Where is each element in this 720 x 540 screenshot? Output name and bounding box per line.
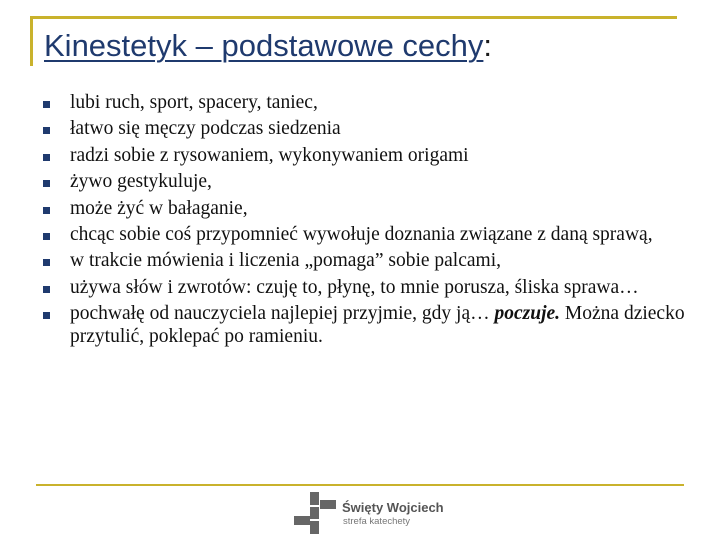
bullet-item (40, 224, 705, 247)
bullet-text: łatwo się męczy podczas siedzenia (70, 118, 341, 140)
logo (294, 492, 444, 536)
bullet-text: używa słów i zwrotów: czuję to, płynę, to mnie porusza, śliska sprawa… (70, 276, 639, 298)
bullet-list (40, 92, 705, 352)
frame-bottom-line (36, 484, 684, 486)
bullet-item (40, 277, 705, 300)
bullet-emphasis: poczuje. (494, 303, 561, 325)
square-bullet-icon (43, 207, 50, 214)
bullet-item (40, 198, 705, 221)
slide-title-text: Kinestetyk – podstawowe cechy (44, 28, 484, 63)
logo-subtitle: strefa katechety (343, 516, 411, 527)
bullet-text: lubi ruch, sport, spacery, taniec, (70, 92, 318, 113)
square-bullet-icon (43, 127, 50, 134)
bullet-item (40, 92, 705, 115)
bullet-item (40, 250, 705, 273)
square-bullet-icon (43, 180, 50, 187)
bullet-item (40, 303, 705, 349)
bullet-text: może żyć w bałaganie, (70, 197, 248, 219)
square-bullet-icon (43, 233, 50, 240)
square-bullet-icon (43, 286, 50, 293)
bullet-text: radzi sobie z rysowaniem, wykonywaniem origami (70, 144, 469, 166)
frame-left-line (30, 16, 33, 66)
slide-title (44, 26, 492, 66)
square-bullet-icon (43, 259, 50, 266)
bullet-text: chcąc sobie coś przypomnieć wywołuje doznania związane z daną sprawą, (70, 223, 653, 245)
slide-title-colon: : (483, 28, 493, 63)
cross-logo-icon (294, 492, 336, 534)
bullet-text-after: Można dziecko przytulić, poklepać po ramieniu. (70, 303, 685, 347)
frame-top-line (30, 16, 677, 19)
square-bullet-icon (43, 154, 50, 161)
bullet-item (40, 171, 705, 194)
bullet-text-before: pochwałę od nauczyciela najlepiej przyjmie, gdy ją… (70, 303, 495, 325)
logo-name: Święty Wojciech (342, 500, 444, 515)
bullet-item (40, 145, 705, 168)
square-bullet-icon (43, 312, 50, 319)
bullet-item (40, 118, 705, 141)
square-bullet-icon (43, 101, 50, 108)
bullet-text: w trakcie mówienia i liczenia „pomaga” sobie palcami, (70, 250, 501, 272)
bullet-text: żywo gestykuluje, (70, 171, 212, 193)
